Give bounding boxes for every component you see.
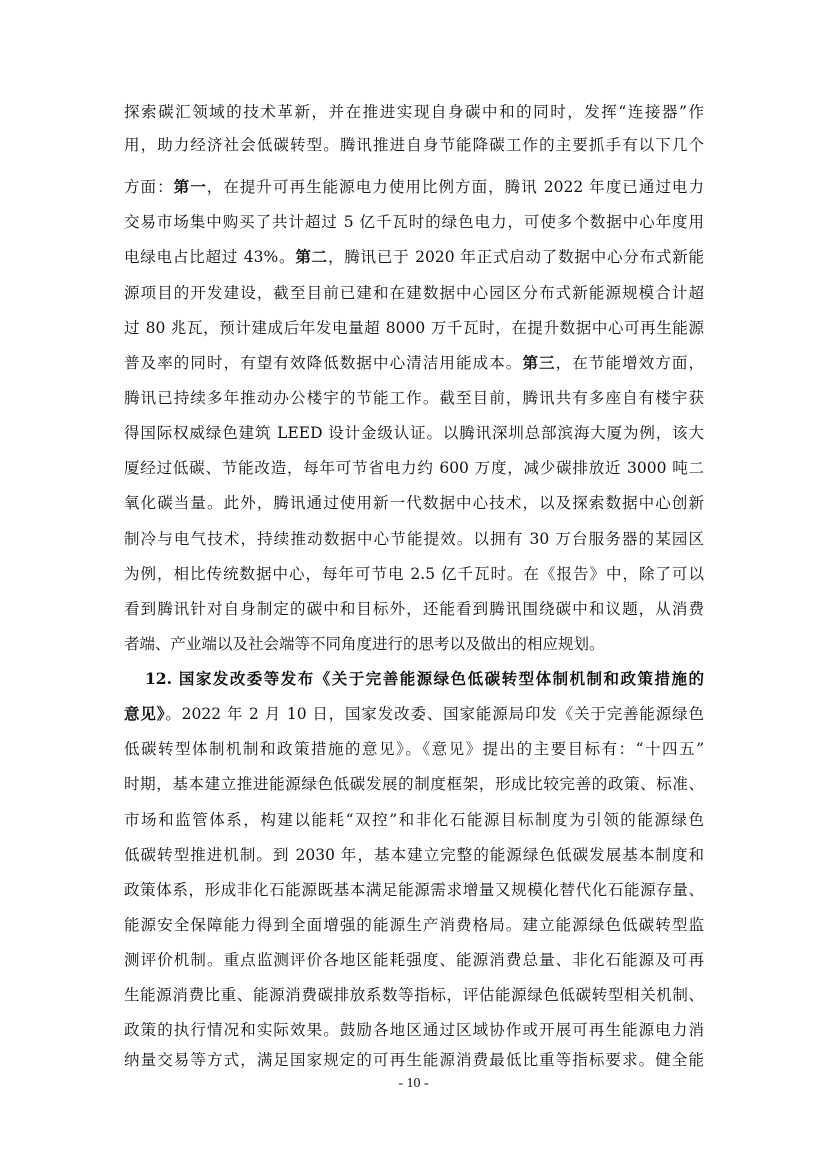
body-text-line: 氧化碳当量。此外，腾讯通过使用新一代数据中心技术，以及探索数据中心创新 [124,494,704,512]
body-text-line: 看到腾讯针对自身制定的碳中和目标外，还能看到腾讯围绕碳中和议题，从消费 [124,600,704,618]
body-text-line: 为例，相比传统数据中心，每年可节电 2.5 亿千瓦时。在《报告》中，除了可以 [124,565,704,583]
text-run: 方面： [124,178,174,196]
page-number: - 10 - [398,1076,429,1091]
emphasis-first: 第一 [173,177,207,196]
body-text-line: 时期，基本建立推进能源绿色低碳发展的制度框架，形成比较完善的政策、标准、 [124,775,704,793]
emphasis-second: 第二 [295,247,328,266]
body-text-line: 过 80 兆瓦，预计建成后年发电量超 8000 万千瓦时，在提升数据中心可再生能源 [124,319,704,337]
text-run: ，在提升可再生能源电力使用比例方面，腾讯 2022 年度已通过电力 [206,178,704,196]
body-text-line: 测评价机制。重点监测评价各地区能耗强度、能源消费总量、非化石能源及可再 [124,951,704,969]
text-run: ，腾讯已于 2020 年正式启动了数据中心分布式新能 [327,248,704,266]
body-text-line: 政策的执行情况和实际效果。鼓励各地区通过区域协作或开展可再生能源电力消 [124,1021,704,1039]
body-text-line: 用，助力经济社会低碳转型。腾讯推进自身节能降碳工作的主要抓手有以下几个 [124,136,704,154]
body-text-line: 市场和监管体系，构建以能耗“双控”和非化石能源目标制度为引领的能源绿色 [124,811,704,829]
body-text-line: 低碳转型推进机制。到 2030 年，基本建立完整的能源绿色低碳发展基本制度和 [124,846,704,864]
section-heading: 12. 国家发改委等发布《关于完善能源绿色低碳转型体制机制和政策措施的 [145,669,704,688]
body-text-line: 源项目的开发建设，截至目前已建和在建数据中心园区分布式新能源规模合计超 [124,284,704,302]
body-text-line [124,349,704,377]
text-run: 电绿电占比超过 43%。 [124,248,296,266]
body-text-line: 政策体系，形成非化石能源既基本满足能源需求增量又规模化替代化石能源存量、 [124,881,704,899]
text-run: ，在节能增效方面， [555,354,704,372]
body-text-line: 纳量交易等方式，满足国家规定的可再生能源消费最低比重等指标要求。健全能 [124,1051,704,1069]
text-run: 。2022 年 2 月 10 日，国家发改委、国家能源局印发《关于完善能源绿色 [165,705,704,723]
body-text-line: 腾讯已持续多年推动办公楼宇的节能工作。截至目前，腾讯共有多座自有楼宇获 [124,389,704,407]
body-text-line: 得国际权威绿色建筑 LEED 设计金级认证。以腾讯深圳总部滨海大厦为例，该大 [124,424,704,442]
body-text-line: 能源安全保障能力得到全面增强的能源生产消费格局。建立能源绿色低碳转型监 [124,916,704,934]
body-text-line: 低碳转型体制机制和政策措施的意见》。《意见》提出的主要目标有：“十四五” [124,740,704,758]
body-text-line [124,700,704,728]
section-heading-end: 意见》 [124,704,166,723]
body-text-line: 制冷与电气技术，持续推动数据中心节能提效。以拥有 30 万台服务器的某园区 [124,530,704,548]
body-text-line [124,243,704,271]
body-text-line: 探索碳汇领域的技术革新，并在推进实现自身碳中和的同时，发挥“连接器”作 [124,103,704,121]
body-text-line [124,173,704,201]
body-text-line: 交易市场集中购买了共计超过 5 亿千瓦时的绿色电力，可使多个数据中心年度用 [124,213,704,231]
body-text-line: 厦经过低碳、节能改造，每年可节省电力约 600 万度，减少碳排放近 3000 吨二 [124,459,704,477]
text-run: 普及率的同时，有望有效降低数据中心清洁用能成本。 [124,354,523,372]
body-text-line: 生能源消费比重、能源消费碳排放系数等指标，评估能源绿色低碳转型相关机制、 [124,986,704,1004]
emphasis-third: 第三 [522,353,556,372]
body-text-line: 者端、产业端以及社会端等不同角度进行的思考以及做出的相应规划。 [124,635,605,653]
